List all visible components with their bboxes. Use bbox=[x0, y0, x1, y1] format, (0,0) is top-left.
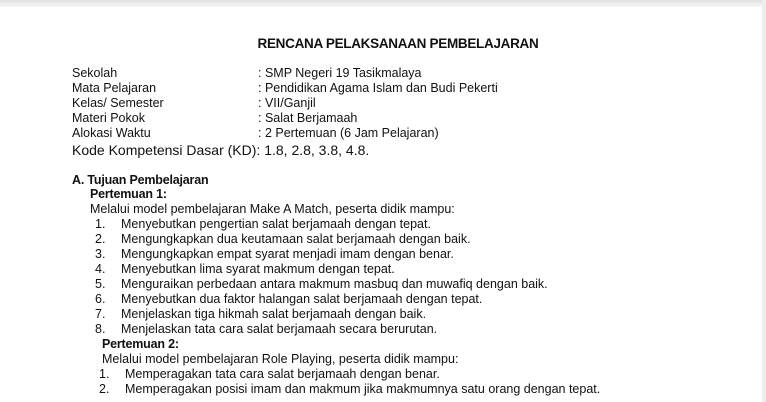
item-text: Mengungkapkan empat syarat menjadi imam dengan benar. bbox=[121, 247, 454, 261]
list-item bbox=[95, 217, 548, 232]
item-number: 3. bbox=[95, 247, 106, 261]
page-right-edge bbox=[762, 0, 766, 402]
pertemuan-1-objectives bbox=[95, 217, 548, 337]
info-label: Kelas/ Semester bbox=[72, 96, 164, 110]
item-text: Mengungkapkan dua keutamaan salat berjamaah dengan baik. bbox=[121, 232, 471, 246]
info-value: : Salat Berjamaah bbox=[258, 111, 358, 125]
info-row-kode-kd bbox=[72, 142, 498, 159]
item-number: 4. bbox=[95, 262, 106, 276]
list-item bbox=[99, 367, 600, 382]
item-text: Menyebutkan dua faktor halangan salat berjamaah dengan tepat. bbox=[121, 292, 483, 306]
pertemuan-2-objectives bbox=[99, 367, 600, 397]
pertemuan-2-intro: Melalui model pembelajaran Role Playing, peserta didik mampu: bbox=[102, 352, 459, 366]
list-item bbox=[95, 232, 548, 247]
item-number: 2. bbox=[95, 232, 106, 246]
info-row-kelas-semester bbox=[72, 96, 498, 111]
info-value: : VII/Ganjil bbox=[258, 96, 316, 110]
item-text: Memperagakan posisi imam dan makmum jika makmumnya satu orang dengan tepat. bbox=[125, 382, 601, 396]
info-label: Sekolah bbox=[72, 66, 118, 80]
item-number: 8. bbox=[95, 322, 106, 336]
item-number: 6. bbox=[95, 292, 106, 306]
list-item bbox=[95, 307, 548, 322]
page-top-border bbox=[0, 0, 766, 7]
info-label: Kode Kompetensi Dasar (KD) bbox=[72, 142, 257, 158]
info-value: : 2 Pertemuan (6 Jam Pelajaran) bbox=[258, 126, 439, 140]
pertemuan-1-intro: Melalui model pembelajaran Make A Match, peserta didik mampu: bbox=[90, 202, 455, 216]
item-number: 2. bbox=[99, 382, 110, 396]
list-item bbox=[95, 262, 548, 277]
info-row-materi-pokok bbox=[72, 111, 498, 126]
info-label: Alokasi Waktu bbox=[72, 126, 151, 140]
info-row-mata-pelajaran bbox=[72, 81, 498, 96]
item-number: 5. bbox=[95, 277, 106, 291]
item-number: 7. bbox=[95, 307, 106, 321]
item-text: Menjelaskan tata cara salat berjamaah secara berurutan. bbox=[121, 322, 438, 336]
list-item bbox=[95, 322, 548, 337]
item-text: Menjelaskan tiga hikmah salat berjamaah dengan baik. bbox=[121, 307, 427, 321]
item-number: 1. bbox=[95, 217, 106, 231]
info-row-sekolah bbox=[72, 66, 498, 81]
item-text: Menyebutkan pengertian salat berjamaah dengan tepat. bbox=[121, 217, 431, 231]
info-value: : SMP Negeri 19 Tasikmalaya bbox=[258, 66, 422, 80]
list-item bbox=[95, 277, 548, 292]
item-text: Menguraikan perbedaan antara makmum masbuq dan muwafiq dengan baik. bbox=[121, 277, 548, 291]
info-value: : 1.8, 2.8, 3.8, 4.8. bbox=[256, 142, 370, 158]
info-label: Mata Pelajaran bbox=[72, 81, 157, 95]
info-block bbox=[72, 66, 498, 159]
info-label: Materi Pokok bbox=[72, 111, 145, 125]
item-text: Memperagakan tata cara salat berjamaah dengan benar. bbox=[125, 367, 440, 381]
section-heading-a: A. Tujuan Pembelajaran bbox=[72, 173, 209, 187]
info-value: : Pendidikan Agama Islam dan Budi Pekerti bbox=[258, 81, 498, 95]
pertemuan-1-heading: Pertemuan 1: bbox=[90, 187, 167, 201]
item-text: Menyebutkan lima syarat makmum dengan tepat. bbox=[121, 262, 395, 276]
info-row-alokasi-waktu bbox=[72, 126, 498, 141]
list-item bbox=[95, 247, 548, 262]
item-number: 1. bbox=[99, 367, 110, 381]
list-item bbox=[95, 292, 548, 307]
list-item bbox=[99, 382, 600, 397]
document-title: RENCANA PELAKSANAAN PEMBELAJARAN bbox=[257, 36, 539, 51]
pertemuan-2-heading: Pertemuan 2: bbox=[102, 337, 179, 351]
